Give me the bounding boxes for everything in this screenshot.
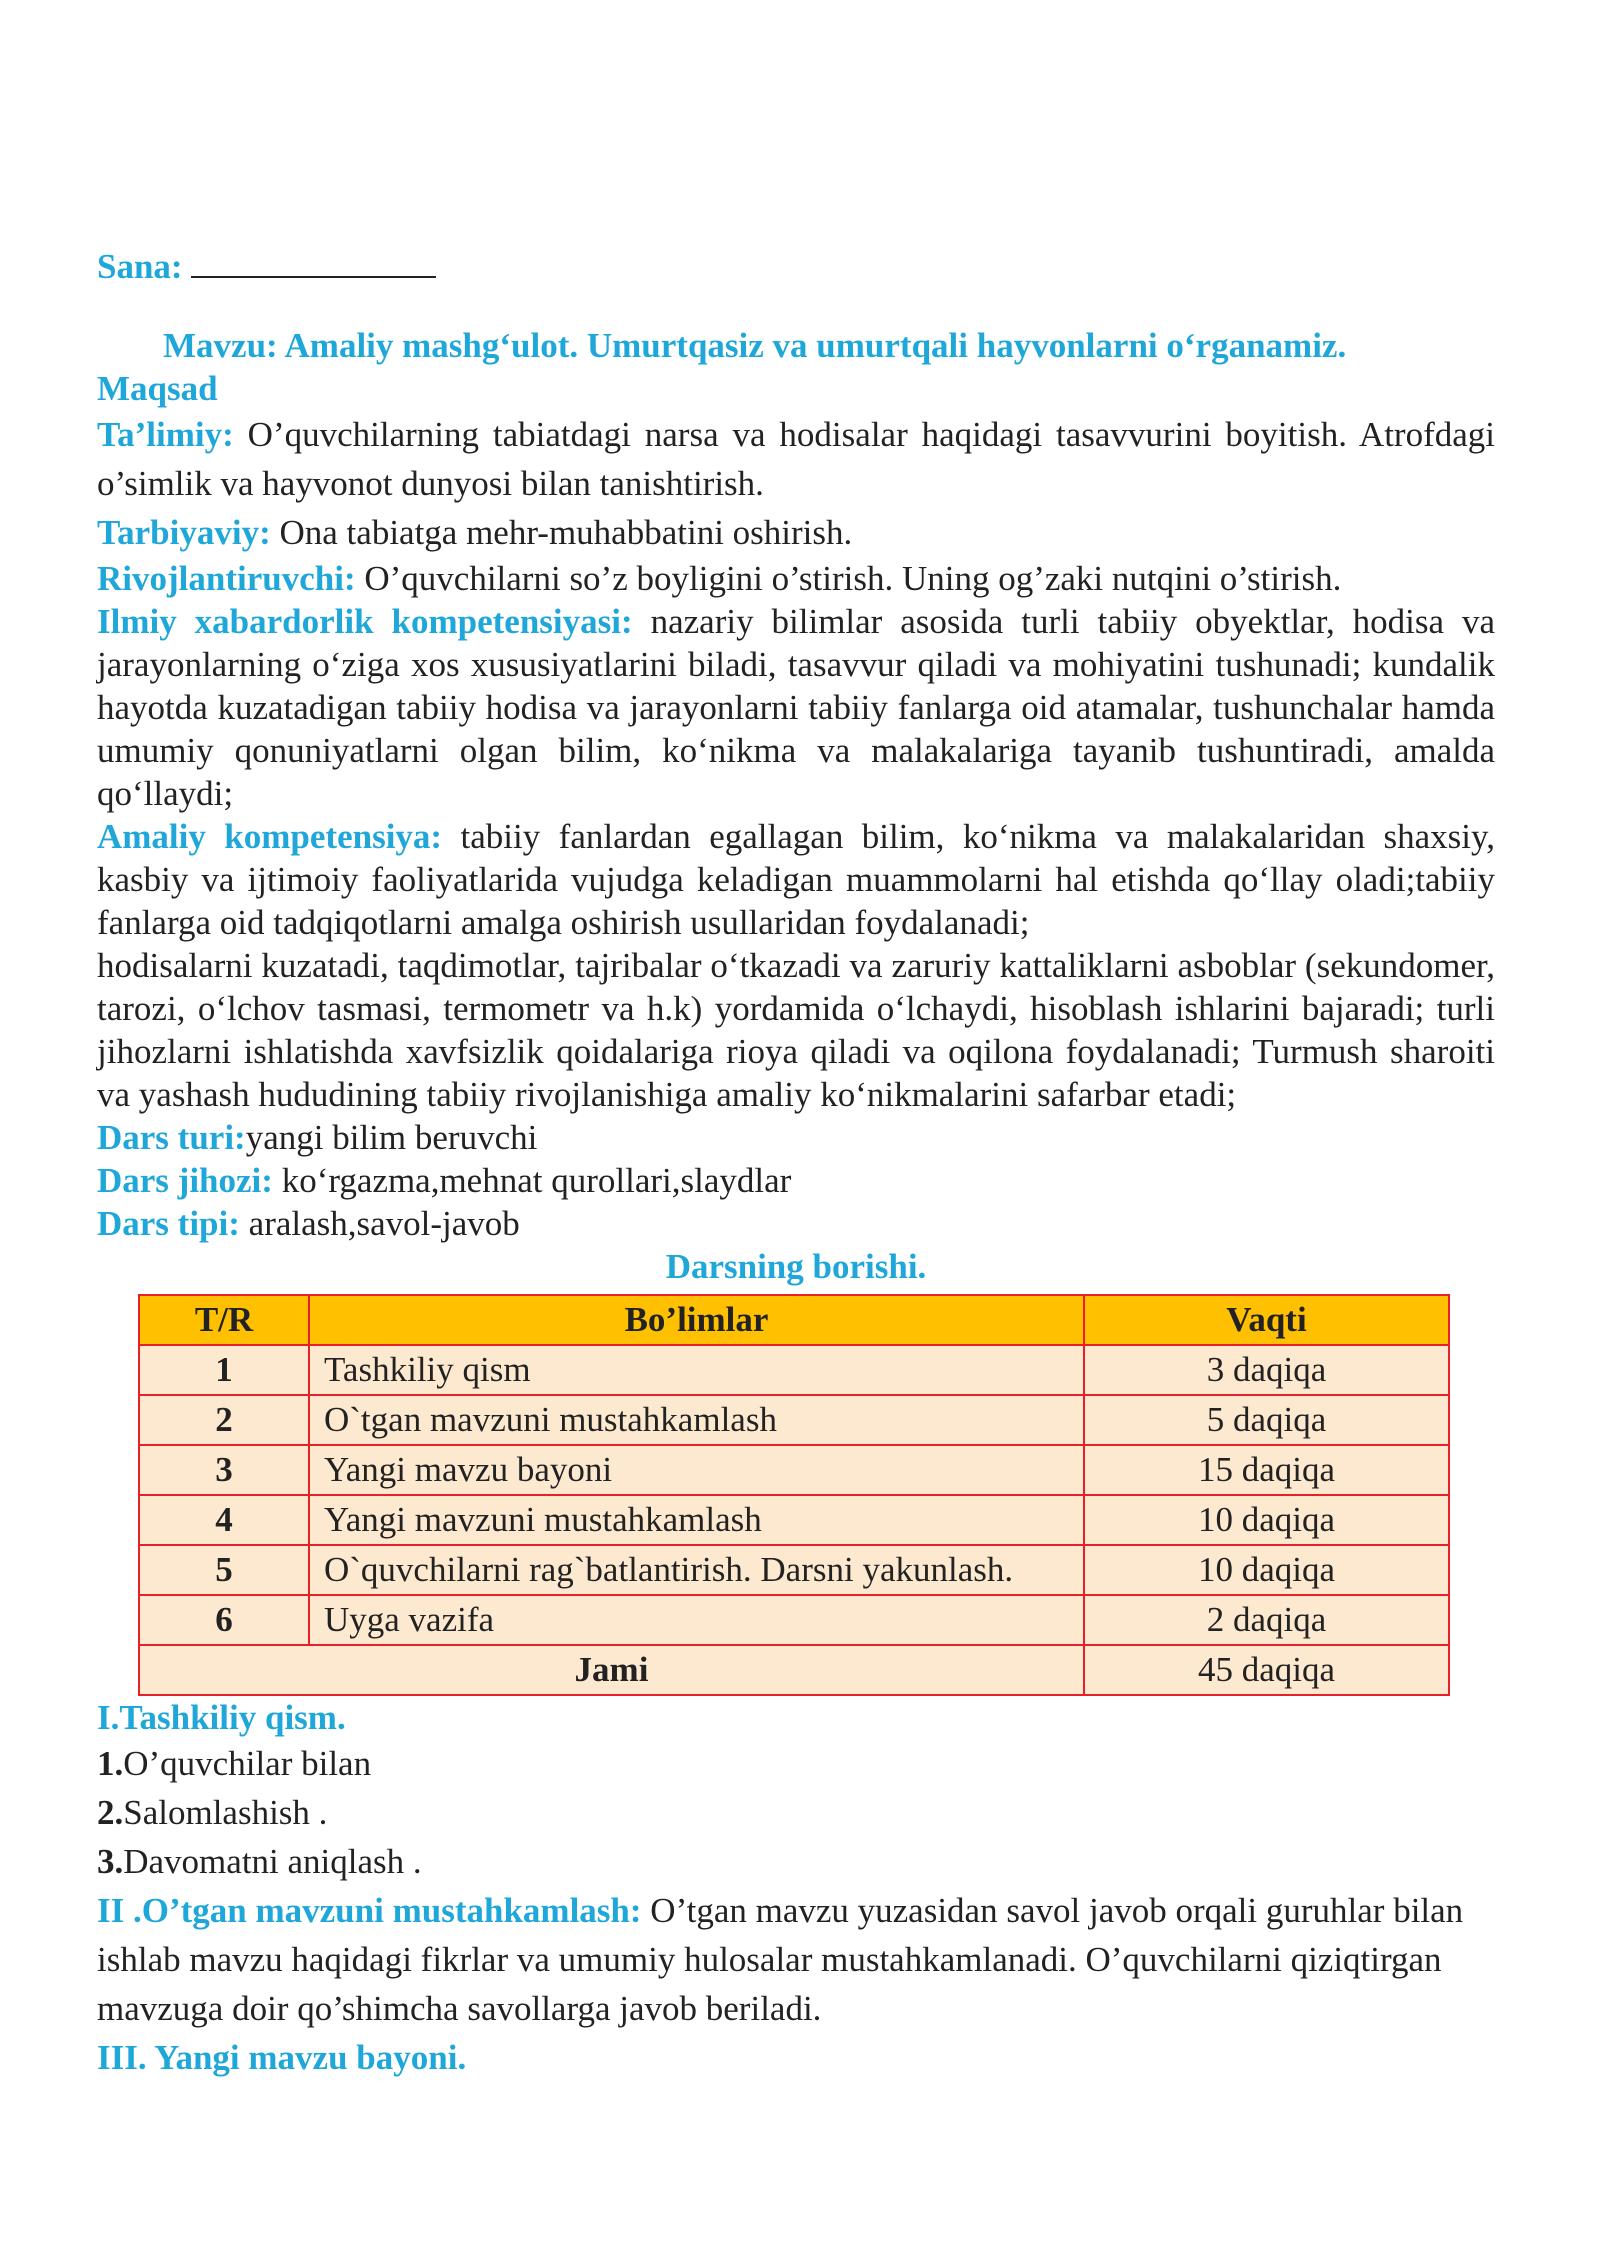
row-section: Uyga vazifa <box>309 1595 1084 1645</box>
row-time: 10 daqiqa <box>1084 1545 1449 1595</box>
practical-competence-text: tabiiy fanlardan egallagan bilim, ko‘nikma va malakalaridan shaxsiy, kasbiy va ijtimoiy faoliyatlarida vujudga keladigan muammolarni hal etishda qo‘llay oladi;tabiiy fanlarga oid tadqiqotlarni amalga oshirish usullaridan foydalanadi; <box>97 817 1495 942</box>
table-row <box>139 1345 1449 1395</box>
column-header-sections: Bo’limlar <box>309 1295 1084 1345</box>
review-section-text: O’tgan mavzu yuzasidan savol javob orqali guruhlar bilan ishlab mavzu haqidagi fikrlar va umumiy hulosalar mustahkamlanadi. O’quvchilarni qiziqtirgan mavzuga doir qo’shimcha savollarga javob beriladi. <box>97 1891 1464 2028</box>
total-time: 45 daqiqa <box>1084 1645 1449 1695</box>
row-number: 1 <box>139 1345 309 1395</box>
list-item <box>97 1837 1495 1886</box>
table-row <box>139 1495 1449 1545</box>
science-competence-label: Ilmiy xabardorlik kompetensiyasi: <box>97 602 633 641</box>
list-item-number: 2. <box>97 1793 124 1832</box>
lesson-plan-table <box>138 1294 1450 1696</box>
educational-goal-text: O’quvchilarning tabiatdagi narsa va hodisalar haqidagi tasavvurini boyitish. Atrofdagi o’simlik va hayvonot dunyosi bilan tanishtirish. <box>97 415 1495 503</box>
row-time: 2 daqiqa <box>1084 1595 1449 1645</box>
lesson-kind-text: aralash,savol-javob <box>239 1204 520 1243</box>
total-label: Jami <box>139 1645 1084 1695</box>
practical-competence <box>97 815 1495 944</box>
date-blank <box>191 246 436 278</box>
row-section: Tashkiliy qism <box>309 1345 1084 1395</box>
row-number: 5 <box>139 1545 309 1595</box>
upbringing-goal-label: Tarbiyaviy: <box>97 513 271 552</box>
list-item-number: 1. <box>97 1744 124 1783</box>
column-header-time: Vaqti <box>1084 1295 1449 1345</box>
lesson-type-text: yangi bilim beruvchi <box>245 1118 538 1157</box>
new-topic-title: III. Yangi mavzu bayoni. <box>97 2038 467 2077</box>
row-section: O`quvchilarni rag`batlantirish. Darsni yakunlash. <box>309 1545 1084 1595</box>
list-item <box>97 1788 1495 1837</box>
science-competence <box>97 600 1495 815</box>
lesson-flow-title: Darsning borishi. <box>665 1247 927 1286</box>
row-time: 10 daqiqa <box>1084 1495 1449 1545</box>
topic-title: Mavzu: Amaliy mashg‘ulot. Umurtqasiz va umurtqali hayvonlarni o‘rganamiz. <box>163 326 1347 365</box>
lesson-equipment-text: ko‘rgazma,mehnat qurollari,slaydlar <box>272 1161 792 1200</box>
row-number: 6 <box>139 1595 309 1645</box>
science-competence-text: nazariy bilimlar asosida turli tabiiy obyektlar, hodisa va jarayonlarning o‘ziga xos xususiyatlarini biladi, tasavvur qiladi va mohiyatini tushunadi; kundalik hayotda kuzatadigan tabiiy hodisa va jarayonlarni tabiiy fanlarga oid atamalar, tushunchalar hamda umumiy qonuniyatlarni olgan bilim, ko‘nikma va malakalariga tayanib tushuntiradi, amalda qo‘llaydi; <box>97 602 1495 813</box>
date-label: Sana: <box>97 247 183 286</box>
lesson-kind <box>97 1202 1495 1245</box>
practical-competence-label: Amaliy kompetensiya: <box>97 817 443 856</box>
row-time: 5 daqiqa <box>1084 1395 1449 1445</box>
table-row <box>139 1595 1449 1645</box>
list-item <box>97 1739 1495 1788</box>
developmental-goal-label: Rivojlantiruvchi: <box>97 559 356 598</box>
table-row <box>139 1445 1449 1495</box>
row-number: 2 <box>139 1395 309 1445</box>
list-item-number: 3. <box>97 1842 124 1881</box>
table-header-row <box>139 1295 1449 1345</box>
row-section: O`tgan mavzuni mustahkamlash <box>309 1395 1084 1445</box>
educational-goal-label: Ta’limiy: <box>97 415 234 454</box>
educational-goal <box>97 410 1495 508</box>
date-line <box>97 245 1495 288</box>
list-item-text: Davomatni aniqlash . <box>123 1842 422 1881</box>
row-time: 15 daqiqa <box>1084 1445 1449 1495</box>
lesson-equipment-label: Dars jihozi: <box>97 1161 273 1200</box>
review-section-label: II .O’tgan mavzuni mustahkamlash: <box>97 1891 642 1930</box>
table-row <box>139 1395 1449 1445</box>
lesson-type <box>97 1116 1495 1159</box>
document-body <box>97 245 1495 2082</box>
upbringing-goal-text: Ona tabiatga mehr-muhabbatini oshirish. <box>270 513 853 552</box>
goal-heading: Maqsad <box>97 369 218 408</box>
list-item-text: O’quvchilar bilan <box>123 1744 372 1783</box>
developmental-goal-text: O’quvchilarni so’z boyligini o’stirish. Uning og’zaki nutqini o’stirish. <box>355 559 1342 598</box>
practical-competence-continued: hodisalarni kuzatadi, taqdimotlar, tajribalar o‘tkazadi va zaruriy kattaliklarni asboblar (sekundomer, tarozi, o‘lchov tasmasi, termometr va h.k) yordamida o‘lchaydi, hisoblash ishlarini bajaradi; turli jihozlarni ishlatishda xavfsizlik qoidalariga rioya qiladi va oqilona foydalanadi; Turmush sharoiti va yashash hududining tabiiy rivojlanishiga amaliy ko‘nikmalarini safarbar etadi; <box>97 946 1495 1114</box>
upbringing-goal <box>97 508 1495 557</box>
row-number: 3 <box>139 1445 309 1495</box>
developmental-goal <box>97 557 1495 600</box>
lesson-equipment <box>97 1159 1495 1202</box>
row-number: 4 <box>139 1495 309 1545</box>
column-header-number: T/R <box>139 1295 309 1345</box>
row-section: Yangi mavzuni mustahkamlash <box>309 1495 1084 1545</box>
review-section <box>97 1886 1495 2033</box>
row-section: Yangi mavzu bayoni <box>309 1445 1084 1495</box>
lesson-kind-label: Dars tipi: <box>97 1204 240 1243</box>
table-row <box>139 1545 1449 1595</box>
row-time: 3 daqiqa <box>1084 1345 1449 1395</box>
organizational-part-title: I.Tashkiliy qism. <box>97 1698 346 1737</box>
table-total-row <box>139 1645 1449 1695</box>
list-item-text: Salomlashish . <box>123 1793 328 1832</box>
lesson-type-label: Dars turi: <box>97 1118 246 1157</box>
